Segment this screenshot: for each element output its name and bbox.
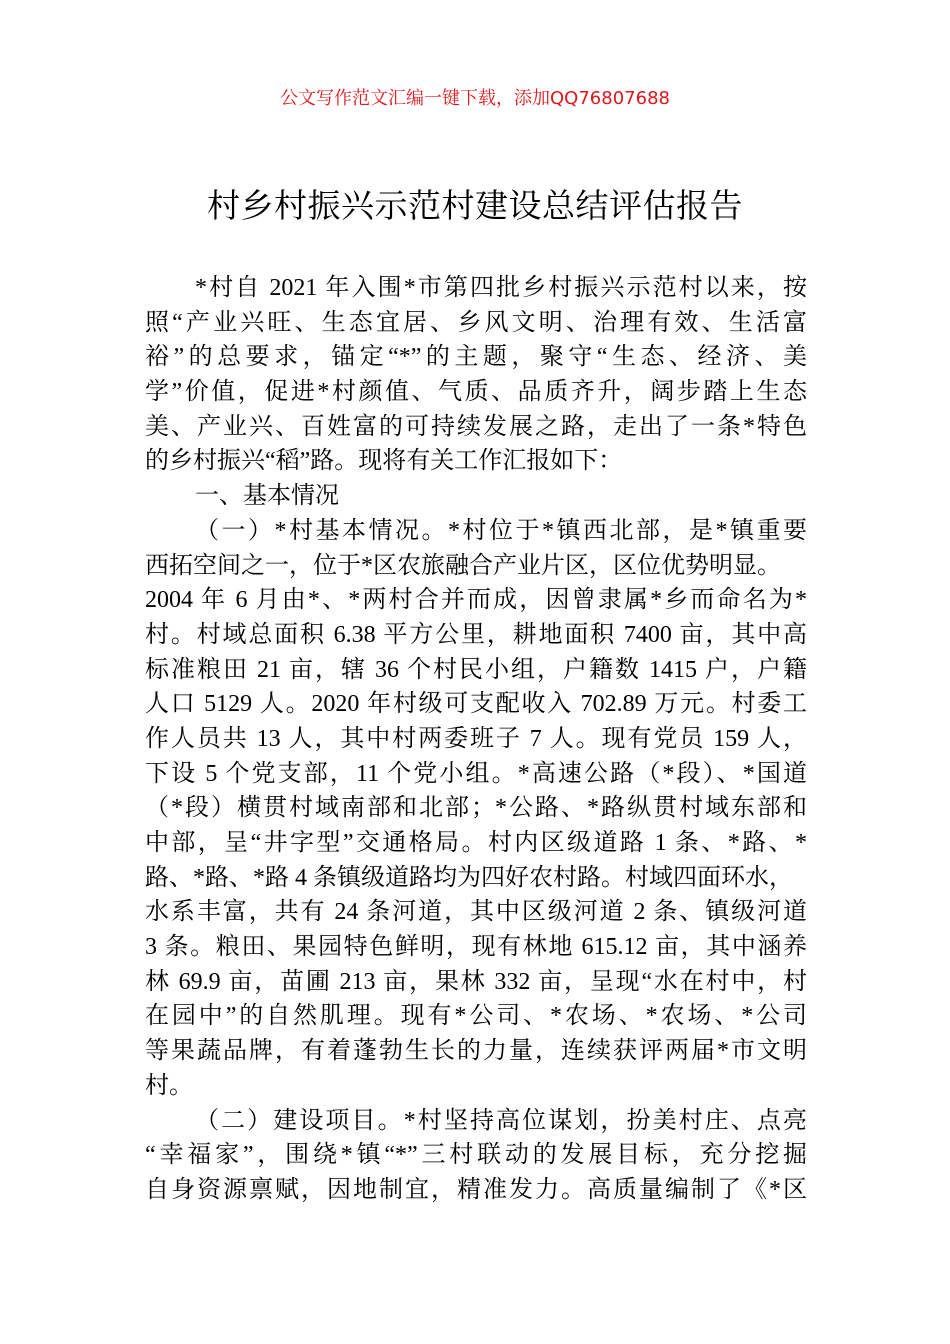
text-line: （一）*村基本情况。*村位于*镇西北部，是*镇重要 <box>195 517 807 544</box>
text-line: 照“产业兴旺、生态宜居、乡风文明、治理有效、生活富 <box>145 309 807 336</box>
document-title: 村乡村振兴示范村建设总结评估报告 <box>207 186 743 225</box>
download-banner: 公文写作范文汇编一键下载，添加QQ76807688 <box>280 88 670 109</box>
text-line: 的乡村振兴“稻”路。现将有关工作汇报如下： <box>145 448 623 475</box>
text-line: 等果蔬品牌，有着蓬勃生长的力量，连续获评两届*市文明 <box>145 1038 807 1065</box>
text-line: 林 69.9 亩，苗圃 213 亩，果林 332 亩，呈现“水在村中，村 <box>145 968 807 995</box>
text-line: （*段）横贯村域南部和北部；*公路、*路纵贯村域东部和 <box>145 795 807 822</box>
text-line: 作人员共 13 人，其中村两委班子 7 人。现有党员 159 人， <box>145 725 807 752</box>
text-line: 村。 <box>145 1072 193 1099</box>
text-line: 自身资源禀赋，因地制宜，精准发力。高质量编制了《*区 <box>145 1176 807 1203</box>
text-line: 裕”的总要求，锚定“*”的主题，聚守“生态、经济、美 <box>145 344 807 371</box>
text-line: 2004 年 6 月由*、*两村合并而成，因曾隶属*乡而命名为* <box>145 587 807 614</box>
text-line: *村自 2021 年入围*市第四批乡村振兴示范村以来，按 <box>195 275 807 301</box>
text-line: 中部，呈“井字型”交通格局。村内区级道路 1 条、*路、* <box>145 830 807 856</box>
text-line: 下设 5 个党支部，11 个党小组。*高速公路（*段）、*国道 <box>145 760 807 787</box>
text-line: 标准粮田 21 亩，辖 36 个村民小组，户籍数 1415 户，户籍 <box>145 656 807 683</box>
text-line: 在园中”的自然肌理。现有*公司、*农场、*农场、*公司 <box>145 1003 807 1030</box>
text-line: 美、产业兴、百姓富的可持续发展之路，走出了一条*特色 <box>145 413 807 440</box>
text-line: 人口 5129 人。2020 年村级可支配收入 702.89 万元。村委工 <box>145 691 807 718</box>
text-line: 水系丰富，共有 24 条河道，其中区级河道 2 条、镇级河道 <box>145 899 807 926</box>
text-line: 路、*路、*路 4 条镇级道路均为四好农村路。村域四面环水， <box>145 864 793 891</box>
text-line: 西拓空间之一，位于*区农旅融合产业片区，区位优势明显。 <box>145 552 781 579</box>
section-heading: 一、基本情况 <box>195 483 339 510</box>
text-line: 村。村域总面积 6.38 平方公里，耕地面积 7400 亩，其中高 <box>145 621 807 648</box>
text-line: 学”价值，促进*村颜值、气质、品质齐升，阔步踏上生态 <box>145 379 807 406</box>
text-line: “幸福家”，围绕*镇“*”三村联动的发展目标，充分挖掘 <box>145 1142 807 1169</box>
text-line: 3 条。粮田、果园特色鲜明，现有林地 615.12 亩，其中涵养 <box>145 934 807 961</box>
document-body <box>145 271 807 1208</box>
text-line: （二）建设项目。*村坚持高位谋划，扮美村庄、点亮 <box>195 1107 807 1134</box>
